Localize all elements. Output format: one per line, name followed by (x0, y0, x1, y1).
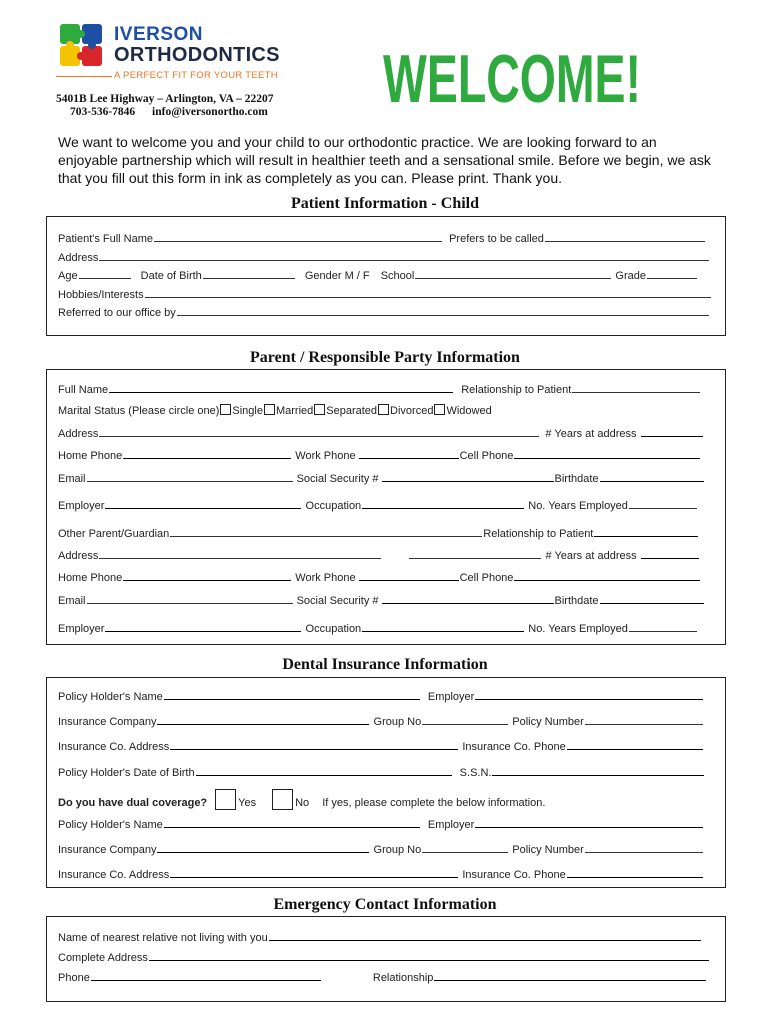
address2-continued-field[interactable] (409, 548, 541, 559)
patient-address-row (58, 250, 710, 264)
insurance-company2-label: Insurance Company (58, 844, 157, 856)
group-no2-label: Group No (373, 844, 422, 856)
co-address2-label: Insurance Co. Address (58, 869, 170, 881)
patient-address-label: Address (58, 252, 99, 264)
office-contact (70, 106, 268, 118)
birthdate-label: Birthdate (554, 473, 599, 485)
parent-email-row (58, 471, 705, 485)
occupation2-label: Occupation (305, 623, 362, 635)
emergency-section-title: Emergency Contact Information (273, 896, 497, 913)
co-phone-field[interactable] (567, 739, 703, 750)
parent-address-row (58, 426, 704, 440)
emergency-relationship-label: Relationship (372, 972, 434, 984)
dual-no-label: No (295, 797, 310, 809)
school-label: School (380, 270, 415, 282)
parent-full-name-label: Full Name (58, 384, 109, 396)
other-email-row (58, 593, 705, 607)
group-no-label: Group No (373, 716, 422, 728)
office-address: 5401B Lee Highway – Arlington, VA – 22207 (56, 93, 274, 105)
holder-dob-label: Policy Holder's Date of Birth (58, 767, 195, 779)
parent-employer-row (58, 498, 698, 512)
birthdate2-label: Birthdate (554, 595, 599, 607)
referred-label: Referred to our office by (58, 307, 176, 319)
office-phone: 703-536-7846 (70, 106, 136, 118)
logo-name-line1: IVERSON (114, 24, 204, 45)
ssn-label: Social Security # (296, 473, 379, 485)
employer-label: Employer (58, 500, 105, 512)
employer-field[interactable] (105, 498, 301, 509)
parent-address-label: Address (58, 428, 99, 440)
relationship-label: Relationship to Patient (461, 384, 572, 396)
other-phone-row (58, 570, 701, 584)
prefers-called-label: Prefers to be called (449, 233, 544, 245)
work-phone-field[interactable] (359, 448, 459, 459)
years-employed-field[interactable] (629, 498, 697, 509)
parent-address-field[interactable] (99, 426, 539, 437)
logo-divider (56, 76, 112, 77)
welcome-text: WELCOME! (383, 41, 641, 117)
insurance-company-label: Insurance Company (58, 716, 157, 728)
parent-name-row (58, 382, 701, 396)
group-no2-field[interactable] (422, 842, 508, 853)
insurance-section-title: Dental Insurance Information (282, 656, 488, 673)
holder-name-field[interactable] (164, 689, 420, 700)
patient-referred-row (58, 305, 710, 319)
patient-full-name-label: Patient's Full Name (58, 233, 154, 245)
dual-no-checkbox[interactable] (272, 789, 293, 810)
puzzle-logo-icon (58, 22, 106, 70)
divorced-checkbox[interactable] (378, 404, 389, 415)
years2-field[interactable] (641, 548, 699, 559)
hobbies-label: Hobbies/Interests (58, 289, 144, 301)
patient-hobbies-row (58, 287, 712, 301)
home-phone2-label: Home Phone (58, 572, 123, 584)
other-employer-row (58, 621, 698, 635)
single-checkbox[interactable] (220, 404, 231, 415)
nearest-relative-field[interactable] (269, 930, 701, 941)
ssn2-label: Social Security # (296, 595, 379, 607)
marital-status-label: Marital Status (Please circle one) (58, 405, 220, 417)
patient-full-name-field[interactable] (154, 231, 442, 242)
ssn-field[interactable] (382, 471, 554, 482)
hobbies-field[interactable] (145, 287, 711, 298)
logo-name-line2: ORTHODONTICS (114, 44, 280, 66)
holder-name-row (58, 689, 704, 703)
intro-paragraph: We want to welcome you and your child to our orthodontic practice. We are looking forward to an enjoyable partnership which will result in healthier teeth and a sensational smile. Before we begin, we ask that you fill out this form in ink as completely as you can. Please print. Thank you. (58, 134, 711, 186)
marital-status-row (58, 404, 492, 417)
holder-ssn-field[interactable] (492, 765, 704, 776)
employer2-field[interactable] (105, 621, 301, 632)
employer2-label: Employer (58, 623, 105, 635)
holder-name2-field[interactable] (164, 817, 420, 828)
holder-ssn-label: S.S.N. (459, 767, 492, 779)
married-checkbox[interactable] (264, 404, 275, 415)
years-employed-label: No. Years Employed (528, 500, 628, 512)
ssn2-field[interactable] (382, 593, 554, 604)
complete-address-label: Complete Address (58, 952, 148, 964)
co-address-field[interactable] (170, 739, 458, 750)
holder-employer2-field[interactable] (475, 817, 703, 828)
cell-phone-label: Cell Phone (459, 450, 514, 462)
single-option: Single (232, 405, 263, 417)
emergency-phone-row (58, 970, 707, 984)
emergency-phone-label: Phone (58, 972, 90, 984)
other-parent-field[interactable] (170, 526, 482, 537)
holder-name2-row (58, 817, 704, 831)
parent-phone-row (58, 448, 701, 462)
parent-full-name-field[interactable] (109, 382, 453, 393)
complete-address-row (58, 950, 710, 964)
patient-address-field[interactable] (99, 250, 709, 261)
separated-option: Separated (326, 405, 378, 417)
insurance-company-row (58, 714, 704, 728)
dual-coverage-question: Do you have dual coverage? (58, 797, 208, 809)
policy-number2-field[interactable] (585, 842, 703, 853)
insurance-address2-row (58, 867, 704, 881)
group-no-field[interactable] (422, 714, 508, 725)
occupation-field[interactable] (362, 498, 524, 509)
referred-field[interactable] (177, 305, 709, 316)
occupation-label: Occupation (305, 500, 362, 512)
work-phone2-field[interactable] (359, 570, 459, 581)
prefers-called-field[interactable] (545, 231, 705, 242)
relationship-field[interactable] (572, 382, 700, 393)
divorced-option: Divorced (390, 405, 434, 417)
holder-employer-field[interactable] (475, 689, 703, 700)
holder-employer2-label: Employer (427, 819, 475, 831)
address2-label: Address (58, 550, 99, 562)
holder-employer-label: Employer (427, 691, 475, 703)
nearest-relative-label: Name of nearest relative not living with you (58, 932, 268, 944)
occupation2-field[interactable] (362, 621, 524, 632)
patient-age-row (58, 268, 698, 282)
home-phone2-field[interactable] (123, 570, 291, 581)
complete-address-field[interactable] (149, 950, 709, 961)
address2-field[interactable] (99, 548, 381, 559)
relationship2-label: Relationship to Patient (483, 528, 594, 540)
age-label: Age (58, 270, 78, 282)
insurance-address-row (58, 739, 704, 753)
policy-number-label: Policy Number (512, 716, 584, 728)
married-option: Married (275, 405, 314, 417)
birthdate-field[interactable] (600, 471, 704, 482)
dual-coverage-note: If yes, please complete the below information. (322, 797, 546, 809)
dual-coverage-row (58, 789, 545, 810)
policy-number2-label: Policy Number (512, 844, 584, 856)
insurance-company-field[interactable] (157, 714, 369, 725)
insurance-info-box (46, 677, 726, 888)
office-email: info@iversonortho.com (152, 106, 268, 118)
co-phone2-label: Insurance Co. Phone (462, 869, 566, 881)
co-phone-label: Insurance Co. Phone (462, 741, 566, 753)
other-parent-label: Other Parent/Guardian (58, 528, 170, 540)
cell-phone-field[interactable] (514, 448, 700, 459)
cell-phone2-label: Cell Phone (459, 572, 514, 584)
holder-name-label: Policy Holder's Name (58, 691, 163, 703)
separated-checkbox[interactable] (314, 404, 325, 415)
grade-label: Grade (615, 270, 646, 282)
widowed-option: Widowed (446, 405, 492, 417)
patient-name-row (58, 231, 706, 245)
years-employed2-label: No. Years Employed (528, 623, 628, 635)
dual-yes-label: Yes (238, 797, 257, 809)
widowed-checkbox[interactable] (434, 404, 445, 415)
home-phone-label: Home Phone (58, 450, 123, 462)
work-phone-label: Work Phone (295, 450, 356, 462)
work-phone2-label: Work Phone (295, 572, 356, 584)
holder-dob-field[interactable] (196, 765, 452, 776)
co-phone2-field[interactable] (567, 867, 703, 878)
years-at-address-label: # Years at address (545, 428, 637, 440)
holder-dob-row (58, 765, 705, 779)
age-field[interactable] (79, 268, 131, 279)
other-parent-row (58, 526, 699, 540)
co-address2-field[interactable] (170, 867, 458, 878)
insurance-company2-row (58, 842, 704, 856)
cell-phone2-field[interactable] (514, 570, 700, 581)
gender-label[interactable]: Gender M / F (304, 270, 370, 282)
grade-field[interactable] (647, 268, 697, 279)
dual-yes-checkbox[interactable] (215, 789, 236, 810)
welcome-banner (380, 40, 645, 117)
holder-name2-label: Policy Holder's Name (58, 819, 163, 831)
email-label: Email (58, 473, 86, 485)
other-address-row (58, 548, 700, 562)
school-field[interactable] (415, 268, 611, 279)
dob-label: Date of Birth (140, 270, 202, 282)
co-address-label: Insurance Co. Address (58, 741, 170, 753)
years-employed2-field[interactable] (629, 621, 697, 632)
nearest-relative-row (58, 930, 702, 944)
birthdate2-field[interactable] (600, 593, 704, 604)
emergency-relationship-field[interactable] (434, 970, 706, 981)
email2-label: Email (58, 595, 86, 607)
years2-label: # Years at address (545, 550, 637, 562)
patient-section-title: Patient Information - Child (291, 195, 479, 212)
policy-number-field[interactable] (585, 714, 703, 725)
dob-field[interactable] (203, 268, 295, 279)
relationship2-field[interactable] (594, 526, 698, 537)
email2-field[interactable] (87, 593, 293, 604)
insurance-company2-field[interactable] (157, 842, 369, 853)
logo-tagline: A PERFECT FIT FOR YOUR TEETH (114, 70, 278, 81)
parent-section-title: Parent / Responsible Party Information (250, 349, 520, 366)
emergency-phone-field[interactable] (91, 970, 321, 981)
home-phone-field[interactable] (123, 448, 291, 459)
years-at-address-field[interactable] (641, 426, 703, 437)
email-field[interactable] (87, 471, 293, 482)
